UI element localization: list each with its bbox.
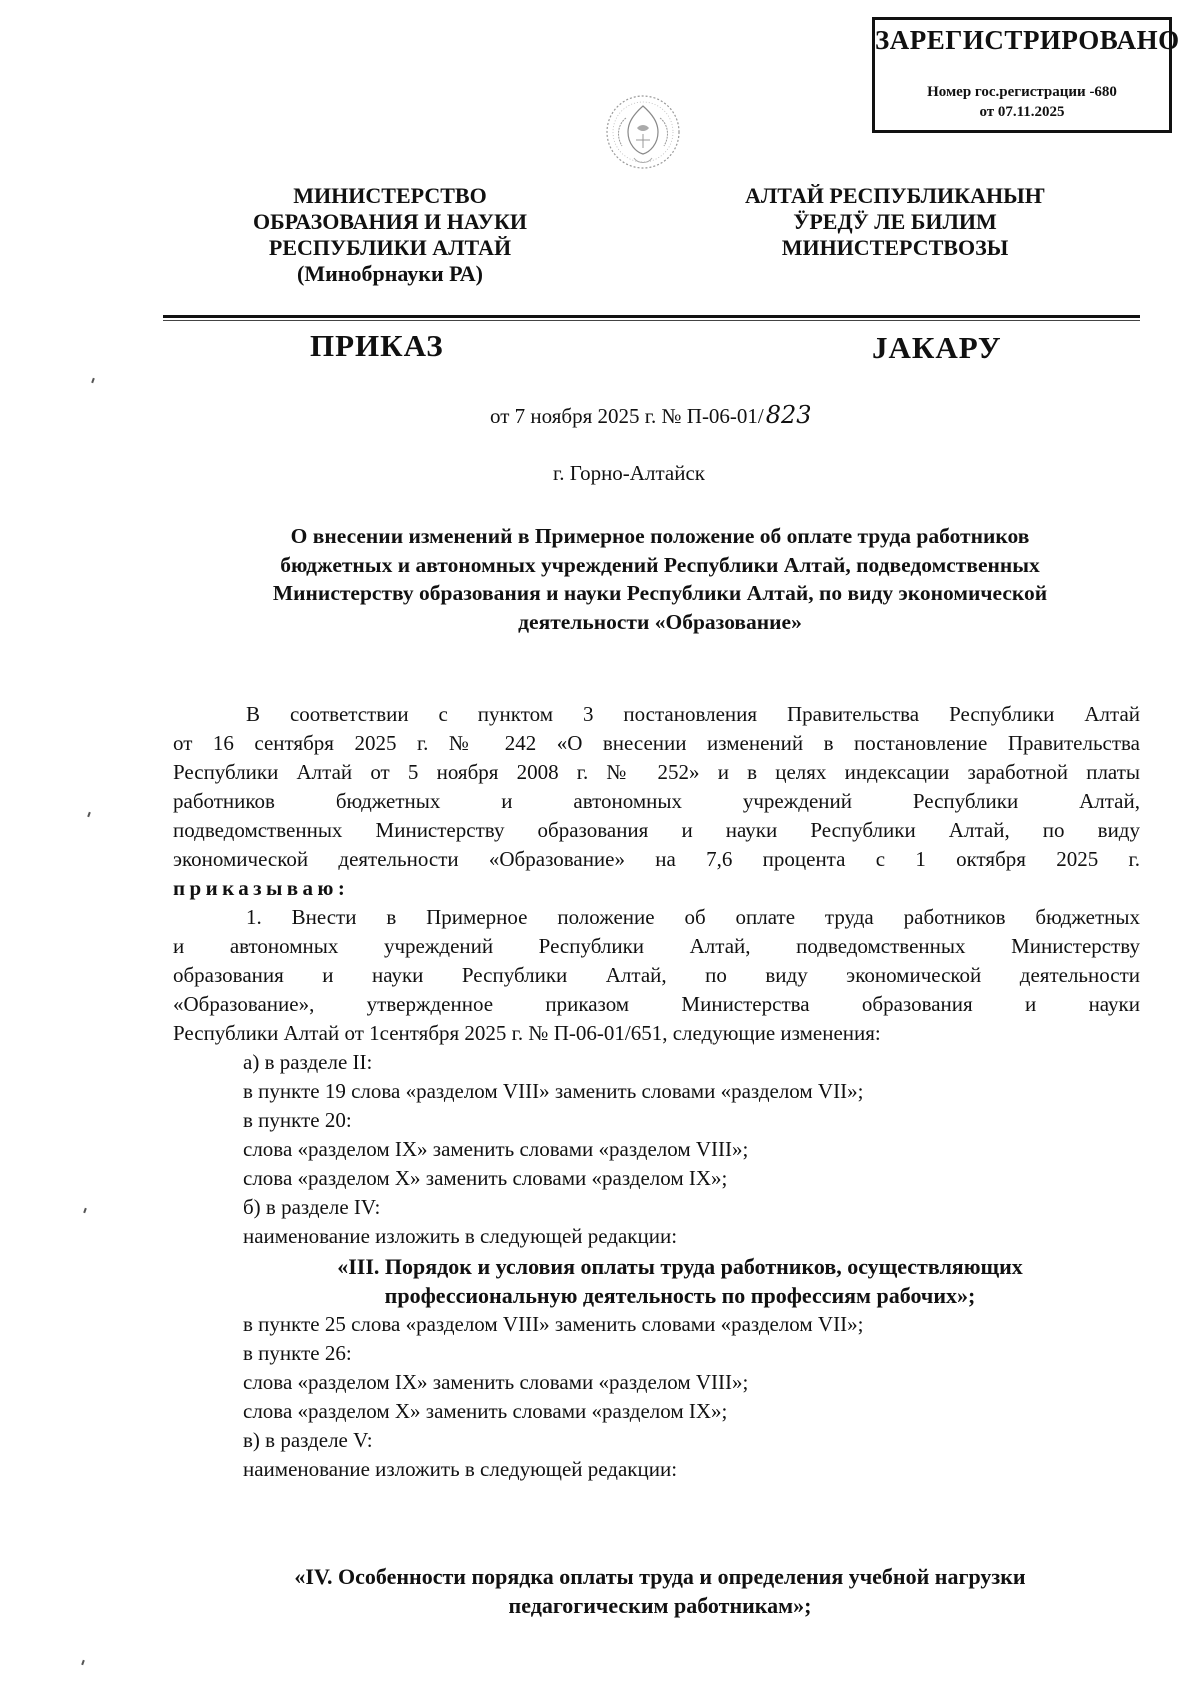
ministry-line: МИНИСТЕРСТВО	[293, 183, 487, 208]
title-line: О внесении изменений в Примерное положение об оплате труда работников	[290, 524, 1030, 548]
stamp-reg-number: Номер гос.регистрации -680	[927, 84, 1117, 100]
paragraph-line: работников бюджетных и автономных учреждений Республики Алтай,	[173, 789, 1140, 813]
ministry-line: АЛТАЙ РЕСПУБЛИКАНЫҤ	[745, 183, 1045, 208]
title-line: Министерству образования и науки Республики Алтай, по виду экономической	[272, 581, 1048, 605]
header-divider	[163, 315, 1140, 318]
item-1-paragraph	[173, 903, 1140, 1048]
title-line: бюджетных и автономных учреждений Республики Алтай, подведомственных	[280, 552, 1040, 577]
ministry-short-name: (Минобрнауки РА)	[297, 261, 483, 286]
order-date-number	[490, 401, 812, 429]
registration-stamp	[872, 17, 1180, 133]
list-item: в пункте 19 слова «разделом VIII» заменить словами «разделом VII»;	[243, 1079, 864, 1103]
list-item: в пункте 26:	[243, 1341, 352, 1365]
order-city: г. Горно-Алтайск	[553, 461, 705, 485]
ministry-name-altai	[735, 183, 1055, 261]
paragraph-line: 1. Внести в Примерное положение об оплате труда работников бюджетных	[246, 905, 1140, 929]
list-item: слова «разделом X» заменить словами «разделом IX»;	[243, 1166, 728, 1190]
doc-type-russian: ПРИКАЗ	[310, 328, 444, 363]
paragraph-line: экономической деятельности «Образование» на 7,6 процента с 1 октября 2025 г.	[173, 847, 1140, 871]
list-item: слова «разделом IX» заменить словами «разделом VIII»;	[243, 1370, 749, 1394]
ministry-line: ӰРЕДӰ ЛЕ БИЛИМ	[793, 209, 997, 234]
title-line: «IV. Особенности порядка оплаты труда и определения учебной нагрузки	[294, 1564, 1026, 1589]
ministry-line: ОБРАЗОВАНИЯ И НАУКИ	[252, 209, 528, 234]
stamp-reg-date: от 07.11.2025	[979, 104, 1065, 120]
scan-speck	[87, 812, 91, 817]
paragraph-line: образования и науки Республики Алтай, по виду экономической деятельности	[173, 963, 1140, 987]
section-iii-new-title	[240, 1252, 1120, 1310]
list-item: слова «разделом X» заменить словами «разделом IX»;	[243, 1399, 728, 1423]
list-item: б) в разделе IV:	[243, 1195, 381, 1219]
paragraph-line: Республики Алтай от 5 ноября 2008 г. № 252» и в целях индексации заработной платы	[173, 760, 1140, 784]
scan-speck	[81, 1660, 85, 1665]
title-line: «III. Порядок и условия оплаты труда работников, осуществляющих	[337, 1254, 1023, 1279]
stamp-title: ЗАРЕГИСТРИРОВАНО	[875, 25, 1180, 55]
list-item: наименование изложить в следующей редакции:	[243, 1224, 678, 1248]
paragraph-line: Республики Алтай от 1сентября 2025 г. № П-06-01/651, следующие изменения:	[173, 1021, 881, 1045]
paragraph-line: В соответствии с пунктом 3 постановления Правительства Республики Алтай	[246, 702, 1140, 726]
ministry-line: МИНИСТЕРСТВОЗЫ	[781, 235, 1009, 260]
preamble-paragraph	[173, 700, 1140, 874]
header-divider-thin	[163, 320, 1140, 321]
list-item: слова «разделом IX» заменить словами «разделом VIII»;	[243, 1137, 749, 1161]
command-word: приказываю:	[173, 876, 350, 900]
list-item: наименование изложить в следующей редакции:	[243, 1457, 678, 1481]
republic-emblem-icon	[604, 88, 682, 176]
list-item: в) в разделе V:	[243, 1428, 373, 1452]
paragraph-line: и автономных учреждений Республики Алтай, подведомственных Министерству	[173, 934, 1140, 958]
title-line: деятельности «Образование»	[518, 609, 802, 634]
scan-speck	[91, 378, 95, 383]
paragraph-line: «Образование», утвержденное приказом Министерства образования и науки	[173, 992, 1140, 1016]
list-item: в пункте 20:	[243, 1108, 352, 1132]
list-item: а) в разделе II:	[243, 1050, 373, 1074]
amendment-list-a	[243, 1048, 863, 1251]
order-date-text: от 7 ноября 2025 г. № П-06-01/	[490, 404, 764, 428]
ministry-name-russian	[200, 183, 580, 287]
title-line: профессиональную деятельность по профессиям рабочих»;	[384, 1283, 976, 1308]
paragraph-line: от 16 сентября 2025 г. № 242 «О внесении изменений в постановление Правительства	[173, 731, 1140, 755]
paragraph-line: подведомственных Министерству образования и науки Республики Алтай, по виду	[173, 818, 1140, 842]
list-item: в пункте 25 слова «разделом VIII» заменить словами «разделом VII»;	[243, 1312, 864, 1336]
scan-speck	[83, 1208, 87, 1213]
title-line: педагогическим работникам»;	[508, 1593, 812, 1618]
amendment-list-b	[243, 1310, 863, 1484]
handwritten-order-number: 823	[765, 401, 812, 429]
ministry-line: РЕСПУБЛИКИ АЛТАЙ	[268, 235, 512, 260]
document-title	[180, 522, 1140, 636]
doc-type-altai: JАКАРУ	[872, 330, 1002, 365]
section-iv-new-title	[180, 1562, 1140, 1620]
